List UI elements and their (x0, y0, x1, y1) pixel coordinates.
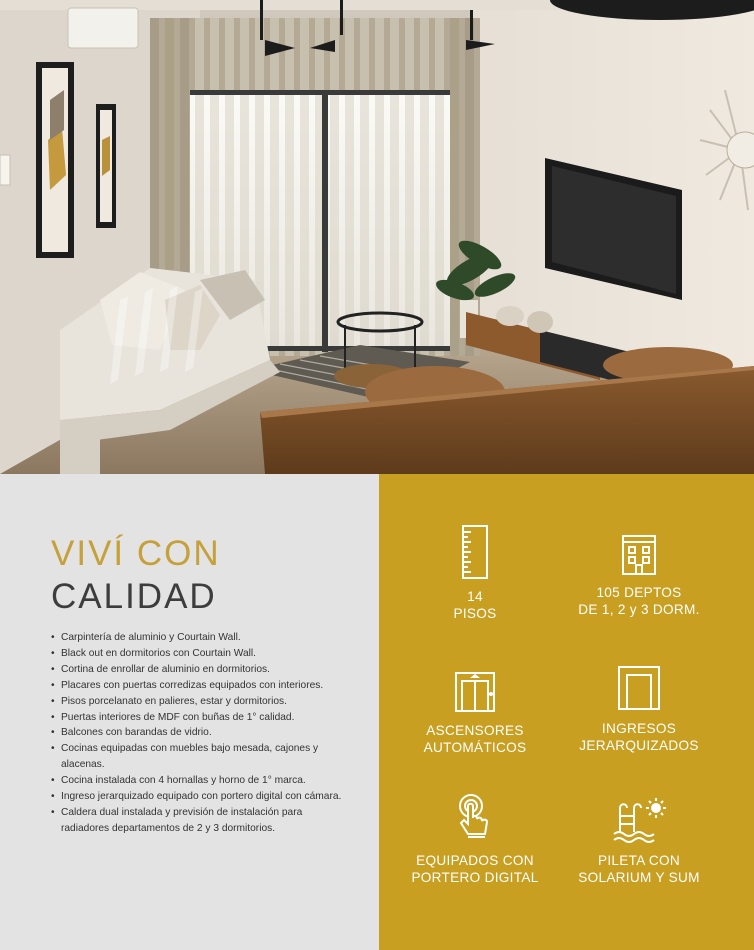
feature-item: • Puertas interiores de MDF con buñas de 1° calidad. (51, 710, 351, 726)
headline-line-1: VIVÍ CON (51, 534, 221, 573)
feature-item: • Cortina de enrollar de aluminio en dormitorios. (51, 662, 351, 678)
stat-label: PILETA CON SOLARIUM Y SUM (578, 853, 700, 885)
building-floors-icon (455, 524, 495, 580)
feature-item: • Balcones con barandas de vidrio. (51, 725, 351, 741)
stat-elevators (385, 670, 565, 756)
feature-item: • Pisos porcelanato en palieres, estar y dormitorios. (51, 694, 351, 710)
feature-item: • Carpintería de aluminio y Courtain Wall. (51, 630, 351, 646)
feature-item: • Ingreso jerarquizado equipado con portero digital con cámara. (51, 789, 351, 805)
feature-item: • Placares con puertas corredizas equipados con interiores. (51, 678, 351, 694)
living-room-photo (0, 0, 754, 474)
pool-sun-icon (610, 796, 668, 844)
feature-item: • Caldera dual instalada y previsión de instalación para radiadores departamentos de 2 y 3 dormitorios. (51, 805, 351, 837)
features-list (51, 630, 351, 837)
stat-pool (549, 796, 729, 886)
feature-item: • Cocinas equipadas con muebles bajo mesada, cajones y alacenas. (51, 741, 351, 773)
stats-panel (379, 474, 754, 950)
touch-intercom-icon (455, 792, 495, 844)
stat-apartments (549, 532, 729, 618)
stat-entrances (549, 664, 729, 754)
headline-line-2: CALIDAD (51, 577, 217, 616)
feature-item: • Cocina instalada con 4 hornallas y horno de 1° marca. (51, 773, 351, 789)
stat-label: INGRESOS JERARQUIZADOS (579, 721, 699, 753)
headline (51, 536, 221, 614)
stat-label: EQUIPADOS CON PORTERO DIGITAL (411, 853, 539, 885)
stat-label: 14 PISOS (453, 589, 497, 621)
stat-floors (385, 524, 565, 622)
living-room-render (0, 0, 754, 474)
stat-label: 105 DEPTOS DE 1, 2 y 3 DORM. (578, 585, 700, 617)
features-panel (0, 474, 379, 950)
elevator-icon (453, 670, 497, 714)
stat-label: ASCENSORES AUTOMÁTICOS (423, 723, 527, 755)
feature-item: • Black out en dormitorios con Courtain Wall. (51, 646, 351, 662)
stat-intercom (385, 792, 565, 886)
apartment-building-icon (617, 532, 661, 576)
entrance-door-icon (616, 664, 662, 712)
